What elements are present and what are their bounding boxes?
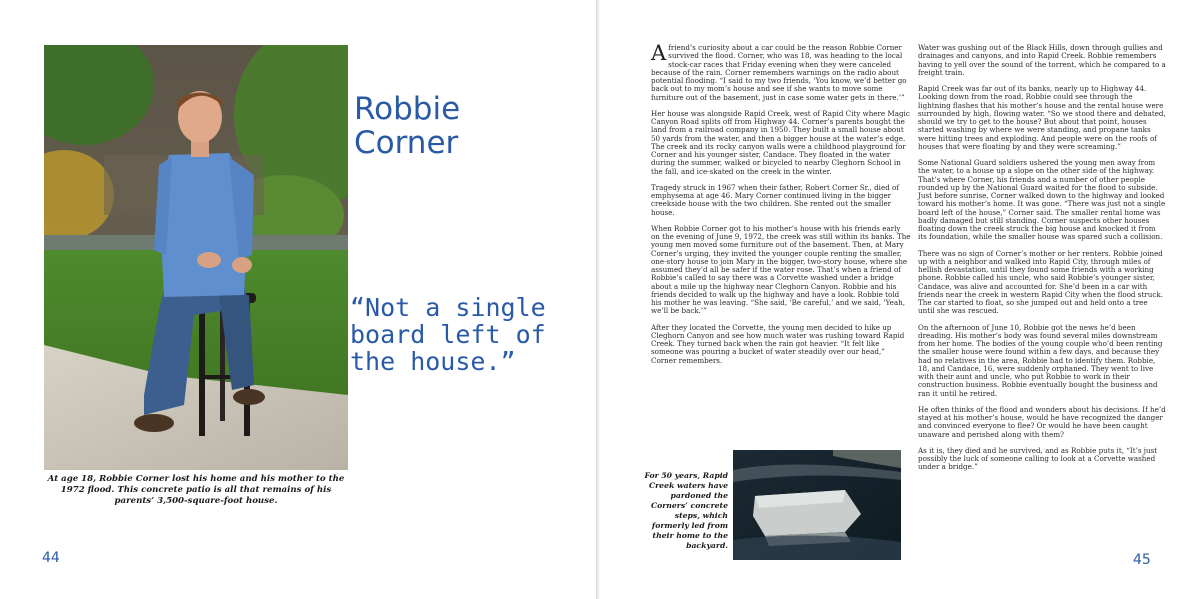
page-title [354, 92, 534, 160]
paragraph [651, 41, 911, 102]
photo-caption: At age 18, Robbie Corner lost his home and his mother to the 1972 flood. This concrete patio is all that remains of his parents’ 3,500-square-foot house. [47, 474, 345, 506]
article-column-1 [651, 41, 911, 373]
left-page [0, 0, 598, 599]
paragraph: After they located the Corvette, the young men decided to hike up Cleghorn Canyon and see how much water was rushing toward Rapid Creek. They turned back when the rain got heavier. “It felt like someone was pouring a bucket of water steadily over our head,” Corner remembers. [651, 322, 905, 365]
paragraph: As it is, they died and he survived, and as Robbie puts it, “It’s just possibly the luck of someone calling to look at a Corvette washed under a bridge.” [918, 445, 1158, 472]
paragraph: Tragedy struck in 1967 when their father, Robert Corner Sr., died of emphysema at age 46. Mary Corner continued living in the bigger creekside house with the two children. She rented out the smaller house. [651, 182, 899, 217]
paragraph: When Robbie Corner got to his mother’s house with his friends early on the evening of June 9, 1972, the creek was still within its banks. The young men moved some furniture out of the basement. Then, at Mary Corner’s urging, they invited the younger couple renting the smaller, one-story house to join Mary in the bigger, two-story house, where she assumed they’d all be safer if the water rose. That’s when a friend of Robbie’s called to say there was a Corvette washed under a bridge about a mile up the highway near Cleghorn Canyon. Robbie and his friends decided to walk up the highway and have a look. Robbie told his mother he was leaving. “She said, ‘Be careful,’ and we said, ‘Yeah, we’ll be back.’” [651, 223, 911, 316]
steps-photo-caption: For 50 years, Rapid Creek waters have pardoned the Corners’ concrete steps, which formerly led from their home to the backyard. [644, 471, 728, 550]
page-number-left: 44 [42, 550, 60, 566]
article-column-2 [918, 44, 1166, 480]
page-number-right: 45 [1133, 552, 1151, 568]
paragraph-text: friend’s curiosity about a car could be the reason Robbie Corner survived the flood. Corner, who was 18, was heading to the local stock-car races that Friday evening when they were canceled because of the rain. Corner remembers warnings on the radio about potential flooding. “I said to my two friends, ‘You know, we’d better go back out to my mom’s house and see if she wants to move some furniture out of the basement, just in case some water gets in there.’” [651, 43, 907, 102]
portrait-photo [44, 45, 348, 470]
paragraph: Her house was alongside Rapid Creek, west of Rapid City where Magic Canyon Road splits off from Highway 44. Corner’s parents bought the land from a railroad company in 1950. They built a small house about 50 yards from the water, and then a bigger house at the water’s edge. The creek and its rocky canyon walls were a childhood playground for Corner and his younger sister, Candace. They floated in the water during the summer, walked or bicycled to nearby Cleghorn School in the fall, and ice-skated on the creek in the winter. [651, 108, 910, 176]
title-first-name: Robbie [354, 91, 461, 127]
paragraph: Some National Guard soldiers ushered the young men away from the water, to a house up a slope on the other side of the highway. That’s where Corner, his friends and a number of other people rounded up by the National Guard waited for the flood to subside. Just before sunrise, Corner walked down to the highway and looked toward his mother’s home. It was gone. “There was just not a single board left of the house,” Corner said. The smaller rental home was badly damaged but still standing. Corner suspects other houses floating down the creek struck the big house and knocked it from its foundation, while the smaller house was spared such a collision. [918, 158, 1166, 242]
pull-quote: “Not a single board left of the house.” [350, 293, 546, 376]
paragraph: Water was gushing out of the Black Hills, down through gullies and drainages and canyons, and into Rapid Creek. Robbie remembers having to yell over the sound of the torrent, which he compared to a freight train. [918, 43, 1166, 77]
drop-cap: A [651, 41, 667, 65]
paragraph: On the afternoon of June 10, Robbie got the news he’d been dreading. His mother’s body was found several miles downstream from her home. The bodies of the young couple who’d been renting the smaller house were found within a few days, and because they had no relatives in the area, Robbie had to identify them. Robbie, 18, and Candace, 16, were suddenly orphaned. They went to live with their aunt and uncle, who put Robbie to work in their construction business. Robbie eventually bought the business and ran it until he retired. [918, 322, 1163, 398]
paragraph: Rapid Creek was far out of its banks, nearly up to Highway 44. Looking down from the road, Robbie could see through the lightning flashes that his mother’s house and the rental house were surrounded by high, flowing water. “So we stood there and debated, should we try to get to the house? But about that point, houses started washing by where we were standing, and propane tanks were hitting trees and exploding. And people were on the roofs of houses that were floating by and they were screaming.” [918, 84, 1166, 151]
concrete-steps-photo [733, 450, 901, 560]
paragraph: There was no sign of Corner’s mother or her renters. Robbie joined up with a neighbor and walked into Rapid City, through miles of hellish devastation, until they found some friends with a working phone. Robbie called his uncle, who said Robbie’s younger sister, Candace, was alive and accounted for. She’d been in a car with friends near the creek in western Rapid City when the flood struck. The car started to float, so she jumped out and held onto a tree until she was rescued. [918, 248, 1163, 316]
paragraph: He often thinks of the flood and wonders about his decisions. If he’d stayed at his mother’s house, would he have recognized the danger and convinced everyone to flee? Or would he have been caught unaware and perished along with them? [918, 404, 1166, 439]
title-last-name: Corner [354, 125, 459, 161]
